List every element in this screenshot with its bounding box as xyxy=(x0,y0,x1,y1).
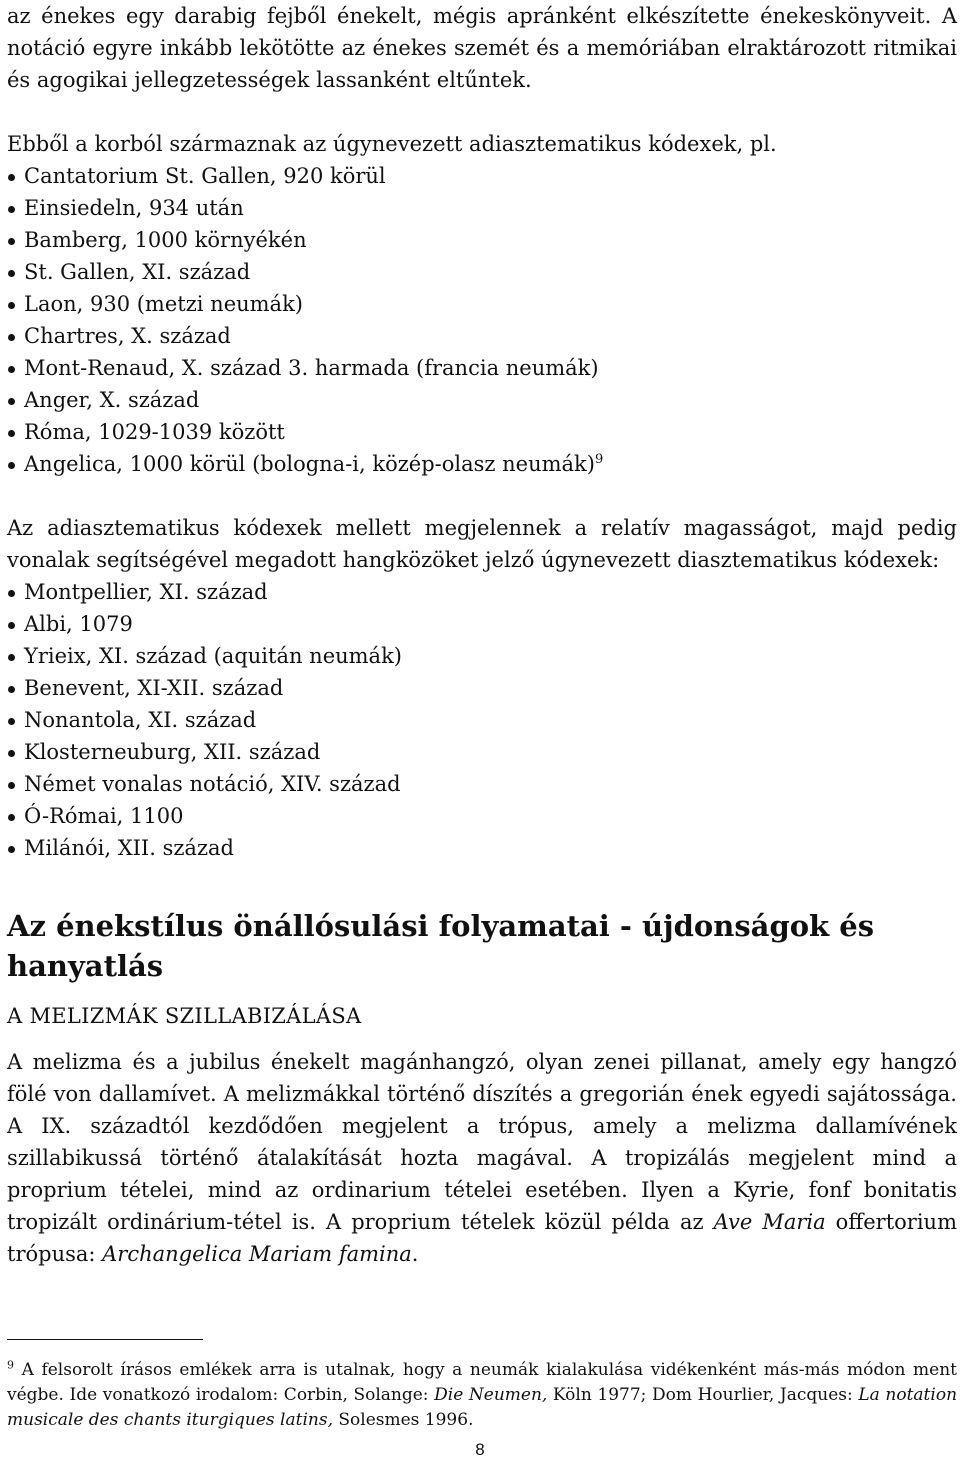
list-item: Róma, 1029-1039 között xyxy=(7,416,957,448)
list-item xyxy=(7,448,957,480)
italic-title: Archangelica Mariam famina xyxy=(102,1242,412,1266)
list-item: Nonantola, XI. század xyxy=(7,704,957,736)
footnote-reference[interactable]: 9 xyxy=(594,452,604,467)
list-item: Laon, 930 (metzi neumák) xyxy=(7,288,957,320)
list-item: Cantatorium St. Gallen, 920 körül xyxy=(7,160,957,192)
footnote xyxy=(7,1358,957,1433)
italic-title: La notation musicale des chants iturgiques latins, xyxy=(7,1385,958,1430)
paragraph-text: offertorium trópusa: xyxy=(7,1210,957,1266)
list-item: Chartres, X. század xyxy=(7,320,957,352)
list-item: Benevent, XI-XII. század xyxy=(7,672,957,704)
list-item: Albi, 1079 xyxy=(7,608,957,640)
spacer xyxy=(7,986,957,1000)
list-item: St. Gallen, XI. század xyxy=(7,256,957,288)
section-heading: Az énekstílus önállósulási folyamatai - újdonságok és hanyatlás xyxy=(7,909,875,983)
italic-title: Ave Maria xyxy=(713,1210,826,1234)
spacer xyxy=(7,1032,957,1046)
diasztematikus-lead: Az adiasztematikus kódexek mellett megjelennek a relatív magasságot, majd pedig vonalak segítségével megadott hangközöket jelző úgynevezett diasztematikus kódexek: xyxy=(7,516,957,572)
list-item: Montpellier, XI. század xyxy=(7,576,957,608)
footnote-text: A felsorolt írásos emlékek arra is utalnak, hogy a neumák kialakulása vidékenként más-más módon ment végbe. Ide vonatkozó irodalom: Corbin, Solange: xyxy=(7,1360,957,1405)
list-item: Klosterneuburg, XII. század xyxy=(7,736,957,768)
footnote-text: Solesmes 1996. xyxy=(332,1410,474,1430)
list-item: Yrieix, XI. század (aquitán neumák) xyxy=(7,640,957,672)
paragraph-text: A melizma és a jubilus énekelt magánhangzó, olyan zenei pillanat, amely egy hangzó fölé von dallamívet. A melizmákkal történő díszítés a gregorián ének egyedi sajátossága. A IX. századtól kezdődően megjelent a trópus, amely a melizma dallamívének szillabikussá történő átalakítását hozta magával. A tropizálás megjelent mind a proprium tételei, mind az ordinarium tételei esetében. Ilyen a Kyrie, fonf bonitatis tropizált ordinárium-tétel is. A proprium tételek közül példa az xyxy=(7,1050,957,1234)
list-item: Milánói, XII. század xyxy=(7,832,957,864)
footnote-text: Köln 1977; Dom Hourlier, Jacques: xyxy=(547,1385,859,1405)
list-item-text: Angelica, 1000 körül (bologna-i, közép-olasz neumák) xyxy=(24,452,595,476)
intro-paragraph: az énekes egy darabig fejből énekelt, mégis apránként elkészítette énekeskönyveit. A notáció egyre inkább lekötötte az énekes szemét és a memóriában elraktározott ritmikai és agogikai jellegzetességek lassanként eltűntek. xyxy=(7,4,957,92)
list-item: Német vonalas notáció, XIV. század xyxy=(7,768,957,800)
subsection-heading: A MELIZMÁK SZILLABIZÁLÁSA xyxy=(7,1004,362,1028)
list-item: Ó-Római, 1100 xyxy=(7,800,957,832)
spacer xyxy=(7,480,957,512)
footnote-number: 9 xyxy=(7,1358,14,1372)
document-page xyxy=(7,0,957,1270)
italic-title: Die Neumen, xyxy=(434,1385,548,1405)
adiasztematikus-lead: Ebből a korból származnak az úgynevezett adiasztematikus kódexek, pl. xyxy=(7,132,777,156)
footnote-separator xyxy=(7,1339,203,1340)
adiasztematikus-list xyxy=(7,160,957,480)
spacer xyxy=(7,96,957,128)
list-item: Anger, X. század xyxy=(7,384,957,416)
list-item: Mont-Renaud, X. század 3. harmada (francia neumák) xyxy=(7,352,957,384)
list-item: Bamberg, 1000 környékén xyxy=(7,224,957,256)
diasztematikus-list xyxy=(7,576,957,864)
page-number: 8 xyxy=(475,1440,485,1459)
spacer xyxy=(7,864,957,906)
paragraph-text: . xyxy=(411,1242,419,1266)
melizma-paragraph xyxy=(7,1046,957,1270)
list-item: Einsiedeln, 934 után xyxy=(7,192,957,224)
